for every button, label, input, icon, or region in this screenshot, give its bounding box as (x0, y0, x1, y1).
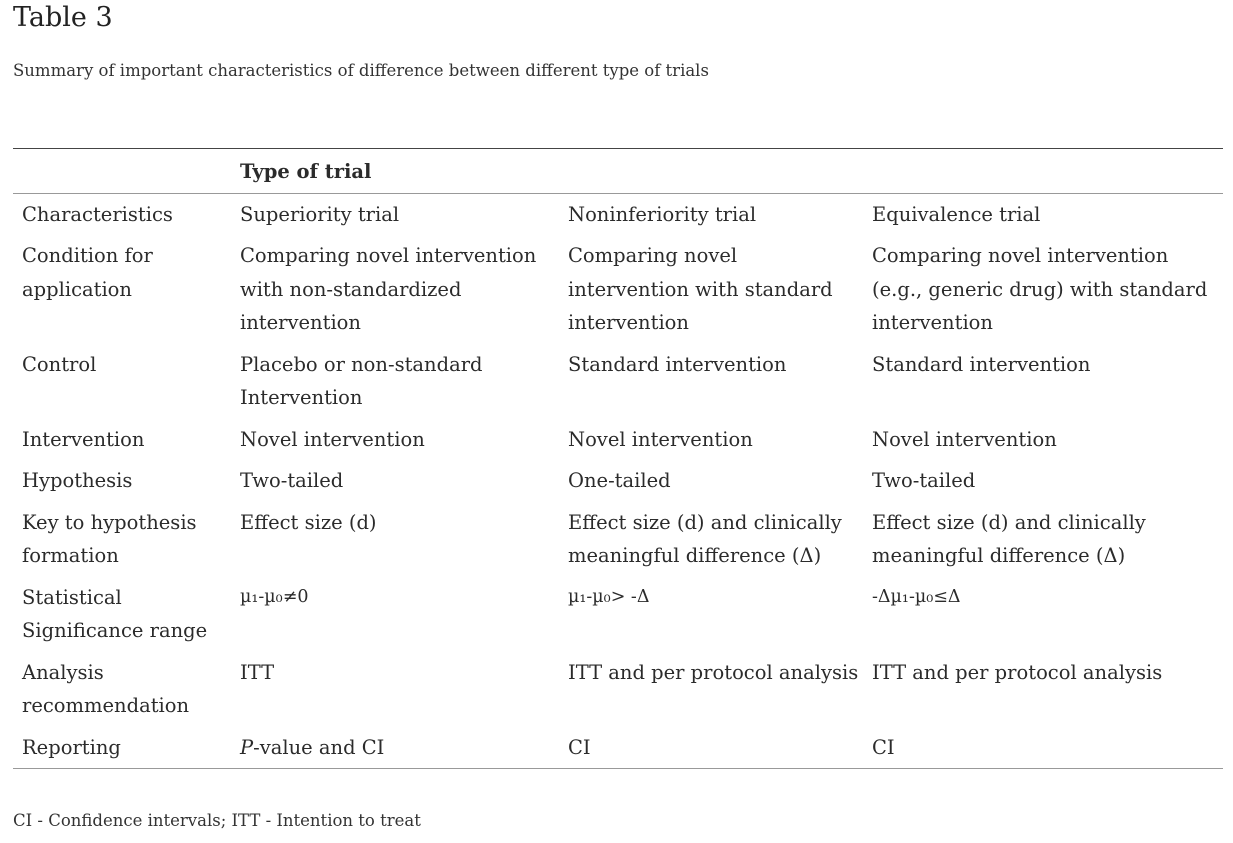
header-empty-cell (13, 149, 231, 194)
row-label-hypothesis: Hypothesis (22, 469, 133, 492)
cell-superiority: Novel intervention (240, 427, 425, 451)
cell-noninferiority: Novel intervention (568, 427, 753, 451)
cell-noninferiority-formula: µ₁-µ₀> -Δ (568, 586, 650, 607)
trials-table (13, 148, 1223, 769)
cell-superiority: Placebo or non-standard Intervention (240, 352, 483, 409)
cell-superiority: Effect size (d) (240, 510, 377, 534)
cell-superiority-formula: µ₁-µ₀≠0 (240, 586, 309, 607)
cell-equivalence: CI (863, 727, 1223, 769)
row-label-reporting: Reporting (13, 727, 231, 769)
cell-equivalence: ITT and per protocol analysis (872, 660, 1163, 684)
cell-equivalence-formula: -Δµ₁-µ₀≤Δ (872, 586, 961, 607)
table-row (13, 727, 1223, 769)
cell-noninferiority: One-tailed (568, 469, 671, 492)
cell-noninferiority: Comparing novel intervention with standard intervention (568, 244, 833, 334)
cell-equivalence: Standard intervention (872, 352, 1091, 376)
cell-superiority: Two-tailed (240, 469, 344, 492)
table-row (13, 344, 1223, 419)
cell-noninferiority: Effect size (d) and clinically meaningful difference (Δ) (568, 510, 842, 567)
cell-equivalence: Novel intervention (872, 427, 1057, 451)
cell-equivalence: Comparing novel intervention (e.g., generic drug) with standard intervention (872, 244, 1208, 334)
cell-noninferiority: Standard intervention (568, 352, 787, 376)
cell-noninferiority: ITT and per protocol analysis (568, 660, 859, 684)
table-column-header-row (13, 193, 1223, 235)
cell-superiority: Comparing novel intervention with non-standardized intervention (240, 244, 537, 334)
table-footnote: CI - Confidence intervals; ITT - Intention to treat (13, 811, 421, 830)
p-value-italic: P (240, 735, 254, 759)
p-value-rest: -value and CI (253, 735, 385, 759)
cell-superiority (231, 727, 559, 769)
table-row (13, 502, 1223, 577)
trials-table-container (13, 148, 1223, 769)
row-label-intervention: Intervention (22, 427, 145, 451)
row-label-condition: Condition for application (22, 244, 153, 301)
table-row (13, 460, 1223, 502)
column-header-characteristics: Characteristics (22, 202, 173, 226)
table-row (13, 577, 1223, 652)
row-label-key-to-hypothesis: Key to hypothesis formation (22, 510, 197, 567)
cell-noninferiority: CI (559, 727, 863, 769)
row-label-analysis-recommendation: Analysis recommendation (22, 660, 190, 717)
table-row (13, 419, 1223, 461)
row-label-control: Control (22, 352, 97, 376)
column-header-superiority: Superiority trial (240, 202, 400, 226)
cell-superiority: ITT (240, 660, 275, 684)
column-header-equivalence: Equivalence trial (872, 202, 1041, 226)
table-row (13, 652, 1223, 727)
cell-equivalence: Effect size (d) and clinically meaningful difference (Δ) (872, 510, 1146, 567)
column-header-noninferiority: Noninferiority trial (568, 202, 757, 226)
table-title: Table 3 (13, 2, 113, 33)
table-row (13, 235, 1223, 344)
row-label-statistical-significance: Statistical Significance range (22, 585, 208, 642)
table-caption: Summary of important characteristics of difference between different type of trials (13, 61, 709, 80)
cell-equivalence: Two-tailed (872, 469, 976, 492)
table-group-header-row (13, 149, 1223, 194)
group-header-type-of-trial: Type of trial (231, 149, 1223, 194)
